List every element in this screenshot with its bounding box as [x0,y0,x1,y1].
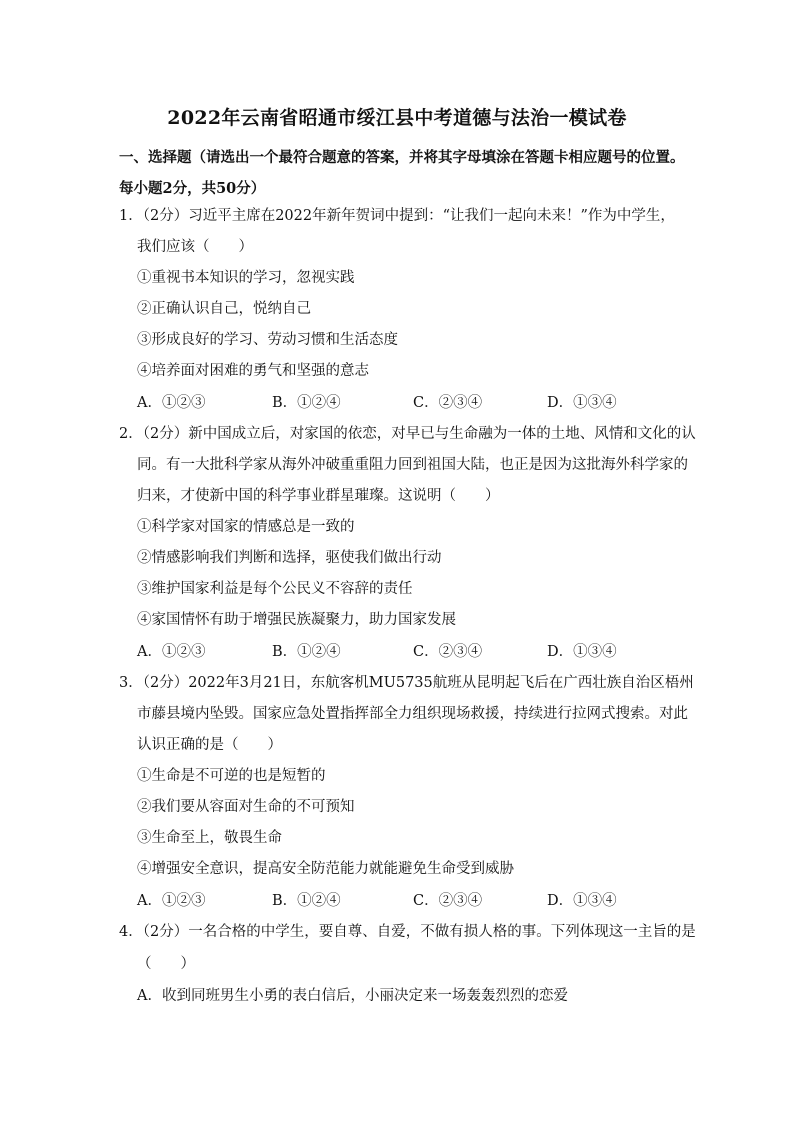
question-1-stem: 1．（2分）习近平主席在2022年新年贺词中提到：“让我们一起向未来！”作为中学生， [119,208,675,224]
question-3-stem: 3．（2分）2022年3月21日，东航客机MU5735航班从昆明起飞后在广西壮族自治区梧州 [119,675,694,691]
question-2-stem: 2．（2分）新中国成立后，对家国的依恋，对早已与生命融为一体的土地、风情和文化的认 [119,426,696,442]
choice-b[interactable]: B．①②④ [272,893,341,909]
question-1-statement-2: ②正确认识自己，悦纳自己 [137,301,311,317]
question-3-statement-1: ①生命是不可逆的也是短暂的 [137,768,326,784]
question-4-stem-cont: （ ） [137,956,195,972]
section-heading-cont: 每小题2分，共50分） [119,180,266,197]
question-1-choices [137,393,657,413]
choice-c[interactable]: C．②③④ [413,644,483,660]
question-1-statement-3: ③形成良好的学习、劳动习惯和生活态度 [137,332,398,348]
choice-b[interactable]: B．①②④ [272,395,341,411]
question-1-stem-cont: 我们应该（ ） [137,239,253,255]
question-1-statement-1: ①重视书本知识的学习，忽视实践 [137,270,355,286]
choice-b[interactable]: B．①②④ [272,644,341,660]
question-3-statement-3: ③生命至上，敬畏生命 [137,830,282,846]
question-2-stem-cont: 归来，才使新中国的科学事业群星璀璨。这说明（ ） [137,488,500,504]
question-2-stem-cont: 同。有一大批科学家从海外冲破重重阻力回到祖国大陆，也正是因为这批海外科学家的 [137,457,688,473]
question-2-statement-4: ④家国情怀有助于增强民族凝聚力，助力国家发展 [137,612,456,628]
choice-c[interactable]: C．②③④ [413,893,483,909]
choice-d[interactable]: D．①③④ [547,395,617,411]
question-4-choice-a[interactable]: A．收到同班男生小勇的表白信后，小丽决定来一场轰轰烈烈的恋爱 [137,988,568,1004]
choice-d[interactable]: D．①③④ [547,644,617,660]
choice-a[interactable]: A．①②③ [137,395,206,411]
question-2-statement-3: ③维护国家利益是每个公民义不容辞的责任 [137,581,413,597]
question-3-choices [137,891,657,911]
question-2-statement-1: ①科学家对国家的情感总是一致的 [137,519,355,535]
question-2-statement-2: ②情感影响我们判断和选择，驱使我们做出行动 [137,550,442,566]
section-heading: 一、选择题（请选出一个最符合题意的答案，并将其字母填涂在答题卡相应题号的位置。 [119,149,685,166]
question-3-stem-cont: 认识正确的是（ ） [137,737,282,753]
question-1-statement-4: ④培养面对困难的勇气和坚强的意志 [137,363,369,379]
choice-d[interactable]: D．①③④ [547,893,617,909]
question-4-stem: 4．（2分）一名合格的中学生，要自尊、自爱，不做有损人格的事。下列体现这一主旨的是 [119,924,696,940]
question-3-statement-4: ④增强安全意识，提高安全防范能力就能避免生命受到威胁 [137,861,514,877]
question-3-stem-cont: 市藤县境内坠毁。国家应急处置指挥部全力组织现场救援，持续进行拉网式搜索。对此 [137,706,688,722]
question-2-choices [137,642,657,662]
choice-a[interactable]: A．①②③ [137,893,206,909]
choice-a[interactable]: A．①②③ [137,644,206,660]
choice-c[interactable]: C．②③④ [413,395,483,411]
exam-title: 2022年云南省昭通市绥江县中考道德与法治一模试卷 [167,107,627,129]
question-3-statement-2: ②我们要从容面对生命的不可预知 [137,799,355,815]
